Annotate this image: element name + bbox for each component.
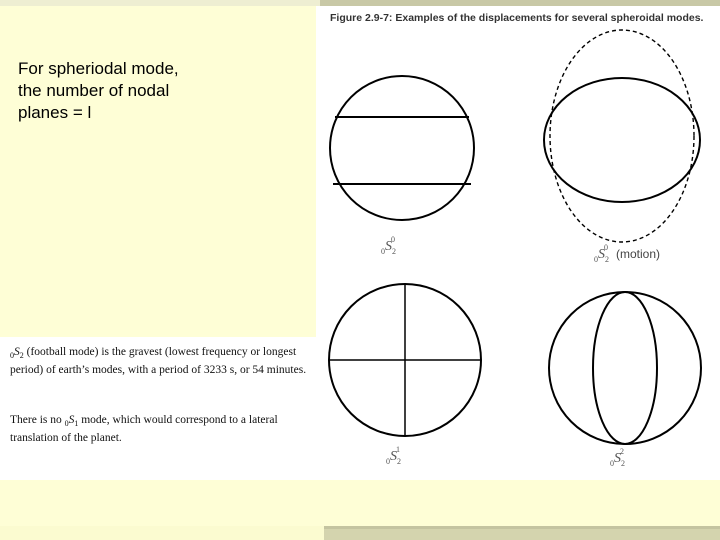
- slide-body-text: For spheriodal mode, the number of nodal planes = l: [18, 59, 179, 122]
- explanation-paragraph-2: There is no $_0S_1$ mode, which would correspond to a lateral translation of the planet.: [10, 414, 278, 444]
- mode-diagrams: [316, 6, 720, 480]
- panel-0s2-2: [549, 292, 701, 468]
- mode-label: $_0S_20$: [594, 243, 609, 264]
- panel-0s0: [330, 76, 474, 256]
- nodal-meridian: [593, 292, 657, 444]
- figure-caption: Figure 2.9-7: Examples of the displacements for several spheroidal modes.: [330, 12, 704, 24]
- top-band-left: [0, 0, 320, 6]
- oblate-shape: [544, 78, 700, 202]
- bottom-band-left: [0, 526, 324, 540]
- explanation-box: [0, 337, 318, 480]
- sphere-outline: [549, 292, 701, 444]
- panel-0s2-1: [329, 284, 481, 466]
- sphere-outline: [330, 76, 474, 220]
- motion-label: (motion): [616, 247, 661, 261]
- mode-label: $_0S_21$: [386, 445, 401, 466]
- panel-0s2-motion: [544, 30, 700, 264]
- bottom-decor-band: [0, 526, 720, 540]
- mode-label: $_0S_22$: [610, 447, 625, 468]
- mode-label: $_0S_20$: [381, 235, 396, 256]
- prolate-shape-dashed: [550, 30, 694, 242]
- bottom-band-line: [324, 526, 720, 529]
- explanation-paragraph-1: $_0S_2$ (football mode) is the gravest (lowest frequency or longest period) of earth’s modes, with a period of 3233 s, or 54 minutes.: [10, 346, 307, 376]
